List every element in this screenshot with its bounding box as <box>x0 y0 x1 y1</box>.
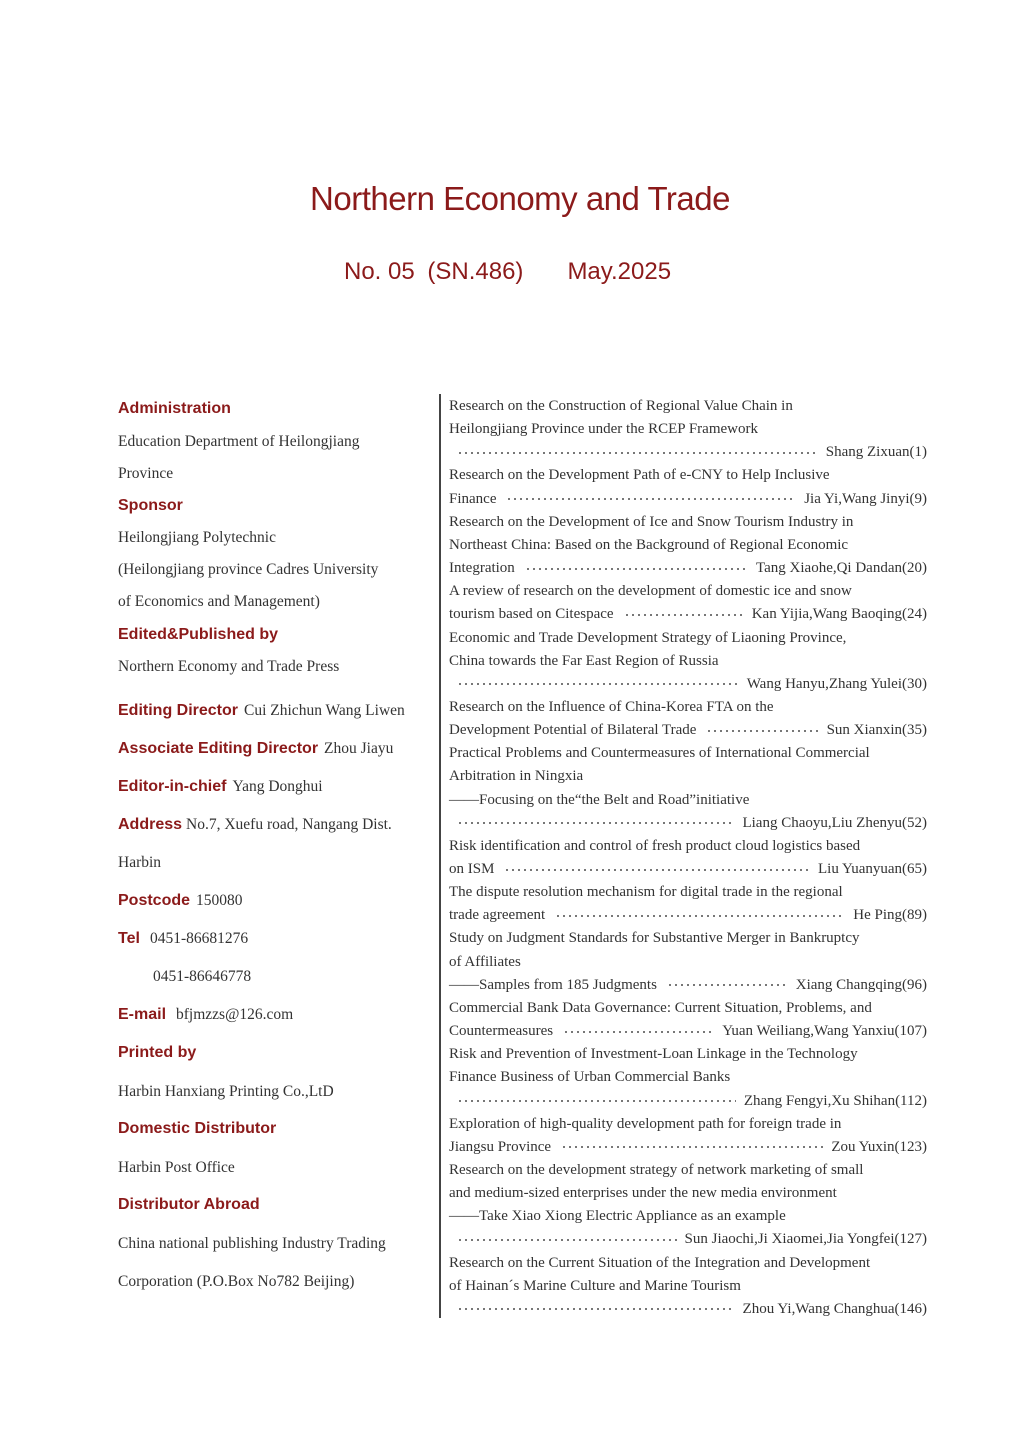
toc-author-line <box>449 719 927 742</box>
toc-title-line: tourism based on Citespace <box>449 606 614 623</box>
domestic-distributor-label: Domestic Distributor <box>118 1120 277 1137</box>
editor-in-chief-row <box>118 778 323 796</box>
editing-director-label: Editing Director <box>118 702 239 719</box>
toc-title-line: Practical Problems and Countermeasures of International Commercial <box>449 745 870 762</box>
dot-leader <box>525 568 748 570</box>
dot-leader <box>457 822 734 824</box>
toc-title-line: Risk identification and control of fresh product cloud logistics based <box>449 837 861 854</box>
dot-leader <box>457 452 818 454</box>
printed-by-value: Harbin Hanxiang Printing Co.,LtD <box>118 1083 334 1100</box>
tel-value-1: 0451-86681276 <box>149 930 249 947</box>
administration-line-1: Education Department of Heilongjiang <box>118 433 360 450</box>
toc-author-line <box>449 557 927 580</box>
toc-title-line: Exploration of high-quality development path for foreign trade in <box>449 1115 842 1132</box>
postcode-value: 150080 <box>196 892 243 909</box>
toc-title-line: Countermeasures <box>449 1023 554 1040</box>
dot-leader <box>457 1100 736 1102</box>
toc-author-line <box>449 603 927 626</box>
issue-date: May.2025 <box>567 258 672 285</box>
postcode-row <box>118 892 243 910</box>
toc-title-line: Economic and Trade Development Strategy of Liaoning Province, <box>449 629 847 646</box>
toc-author-line <box>449 974 927 997</box>
issue-number: No. 05 <box>344 258 415 285</box>
toc-title-line: Northeast China: Based on the Background of Regional Economic <box>449 536 849 553</box>
toc-title-line: Study on Judgment Standards for Substantive Merger in Bankruptcy <box>449 930 860 947</box>
toc-title-line: Research on the Construction of Regional Value Chain in <box>449 398 793 414</box>
distributor-abroad-line-2: Corporation (P.O.Box No782 Beijing) <box>118 1273 355 1290</box>
dot-leader <box>504 869 810 871</box>
toc-title-line: on ISM <box>449 861 495 877</box>
distributor-abroad-label: Distributor Abroad <box>118 1196 260 1213</box>
toc-author-line <box>449 673 927 696</box>
toc-title-line: ——Take Xiao Xiong Electric Appliance as an example <box>449 1208 786 1225</box>
toc-title-line: Research on the Current Situation of the Integration and Development <box>449 1254 871 1271</box>
toc-author-page: Yuan Weiliang,Wang Yanxiu(107) <box>722 1023 927 1040</box>
toc-title-line: Research on the Influence of China-Korea FTA on the <box>449 698 774 715</box>
journal-title: Northern Economy and Trade <box>310 180 730 217</box>
toc-author-page: Liang Chaoyu,Liu Zhenyu(52) <box>742 814 927 831</box>
toc-author-page: He Ping(89) <box>853 907 927 924</box>
edited-published-label: Edited&Published by <box>118 626 279 643</box>
toc-title-line: Research on the Development Path of e-CNY to Help Inclusive <box>449 467 830 484</box>
email-value: bfjmzzs@126.com <box>176 1006 294 1023</box>
toc-title-line: Research on the Development of Ice and Snow Tourism Industry in <box>449 513 854 530</box>
toc-title-line: Development Potential of Bilateral Trade <box>449 722 697 739</box>
toc-title-line: Research on the development strategy of network marketing of small <box>449 1161 864 1178</box>
editor-in-chief-label: Editor-in-chief <box>118 778 227 795</box>
tel-label: Tel <box>118 930 140 947</box>
dot-leader <box>561 1146 823 1148</box>
editing-director-value: Cui Zhichun Wang Liwen <box>244 702 405 719</box>
tel-row <box>118 930 248 948</box>
toc-author-page: Jia Yi,Wang Jinyi(9) <box>804 490 927 507</box>
email-row <box>118 1006 293 1024</box>
printed-by-label: Printed by <box>118 1044 197 1061</box>
toc-title-line: trade agreement <box>449 907 546 924</box>
toc-title-line: of Affiliates <box>449 953 521 970</box>
toc-author-line <box>449 1020 927 1043</box>
postcode-label: Postcode <box>118 892 191 909</box>
sponsor-line-2: (Heilongjiang province Cadres University <box>118 561 379 578</box>
toc-author-page: Zou Yuxin(123) <box>831 1138 927 1155</box>
toc-author-page: Kan Yijia,Wang Baoqing(24) <box>751 606 927 623</box>
dot-leader <box>667 984 788 986</box>
toc-author-page: Liu Yuanyuan(65) <box>818 861 927 877</box>
toc-author-page: Sun Xianxin(35) <box>826 722 927 739</box>
toc-author-line <box>449 858 927 881</box>
toc-author-line <box>449 441 927 464</box>
toc-author-line <box>449 1298 927 1321</box>
toc-author-page: Zhang Fengyi,Xu Shihan(112) <box>743 1092 927 1109</box>
toc-title-line: Commercial Bank Data Governance: Current Situation, Problems, and <box>449 999 872 1016</box>
edited-published-value: Northern Economy and Trade Press <box>118 658 340 675</box>
sponsor-line-3: of Economics and Management) <box>118 593 320 610</box>
sponsor-label: Sponsor <box>118 497 183 514</box>
dot-leader <box>555 915 845 917</box>
toc-title-line: of Hainan´s Marine Culture and Marine Tourism <box>449 1277 741 1294</box>
toc-title-line: Heilongjiang Province under the RCEP Framework <box>449 421 758 438</box>
toc-title-line: and medium-sized enterprises under the new media environment <box>449 1185 837 1202</box>
editing-director-row <box>118 702 405 720</box>
toc-author-page: Shang Zixuan(1) <box>825 444 927 461</box>
toc-author-page: Wang Hanyu,Zhang Yulei(30) <box>746 675 927 692</box>
email-label: E-mail <box>118 1006 167 1023</box>
dot-leader <box>563 1031 714 1033</box>
toc-title-line: Arbitration in Ningxia <box>449 768 584 785</box>
toc-author-page: Tang Xiaohe,Qi Dandan(20) <box>756 560 927 577</box>
sponsor-line-1: Heilongjiang Polytechnic <box>118 529 276 546</box>
dot-leader <box>506 498 796 500</box>
dot-leader <box>706 730 818 732</box>
toc-title-line: Finance Business of Urban Commercial Banks <box>449 1069 731 1086</box>
toc-title-line: Jiangsu Province <box>449 1138 552 1155</box>
dot-leader <box>624 614 744 616</box>
dot-leader <box>457 683 739 685</box>
serial-number: (SN.486) <box>427 258 524 285</box>
domestic-distributor-value: Harbin Post Office <box>118 1159 235 1176</box>
issue-line <box>344 258 671 286</box>
address-value: No.7, Xuefu road, Nangang Dist. <box>186 816 392 833</box>
toc-title-line: Integration <box>449 560 515 577</box>
address-line-2: Harbin <box>118 854 162 871</box>
address-row <box>118 816 392 834</box>
toc-author-line <box>449 1136 927 1159</box>
toc-title-line: ——Samples from 185 Judgments <box>449 976 657 993</box>
toc-title-line: China towards the Far East Region of Russia <box>449 652 719 669</box>
address-label: Address <box>118 816 183 833</box>
toc-author-line <box>449 904 927 927</box>
editor-in-chief-value: Yang Donghui <box>232 778 323 795</box>
tel-value-2: 0451-86646778 <box>153 968 252 985</box>
toc-author-line <box>449 488 927 511</box>
associate-editing-director-value: Zhou Jiayu <box>324 740 394 757</box>
dot-leader <box>457 1239 677 1241</box>
toc-author-page: Sun Jiaochi,Ji Xiaomei,Jia Yongfei(127) <box>684 1231 927 1248</box>
administration-line-2: Province <box>118 465 174 482</box>
toc-author-page: Xiang Changqing(96) <box>795 976 927 993</box>
toc-title-line: A review of research on the development of domestic ice and snow <box>449 583 852 600</box>
toc-title-line: The dispute resolution mechanism for digital trade in the regional <box>449 884 843 901</box>
toc-title-line: ——Focusing on the“the Belt and Road”initiative <box>449 791 750 808</box>
toc-author-line <box>449 812 927 835</box>
toc-author-page: Zhou Yi,Wang Changhua(146) <box>742 1300 927 1317</box>
dot-leader <box>457 1308 735 1310</box>
distributor-abroad-line-1: China national publishing Industry Trading <box>118 1235 386 1252</box>
administration-label: Administration <box>118 400 231 417</box>
toc-title-line: Finance <box>449 490 497 507</box>
associate-editing-director-label: Associate Editing Director <box>118 740 319 757</box>
column-divider <box>439 394 441 1318</box>
toc-title-line: Risk and Prevention of Investment-Loan Linkage in the Technology <box>449 1046 858 1063</box>
toc-author-line <box>449 1228 927 1251</box>
associate-editing-director-row <box>118 740 393 758</box>
toc-author-line <box>449 1090 927 1113</box>
